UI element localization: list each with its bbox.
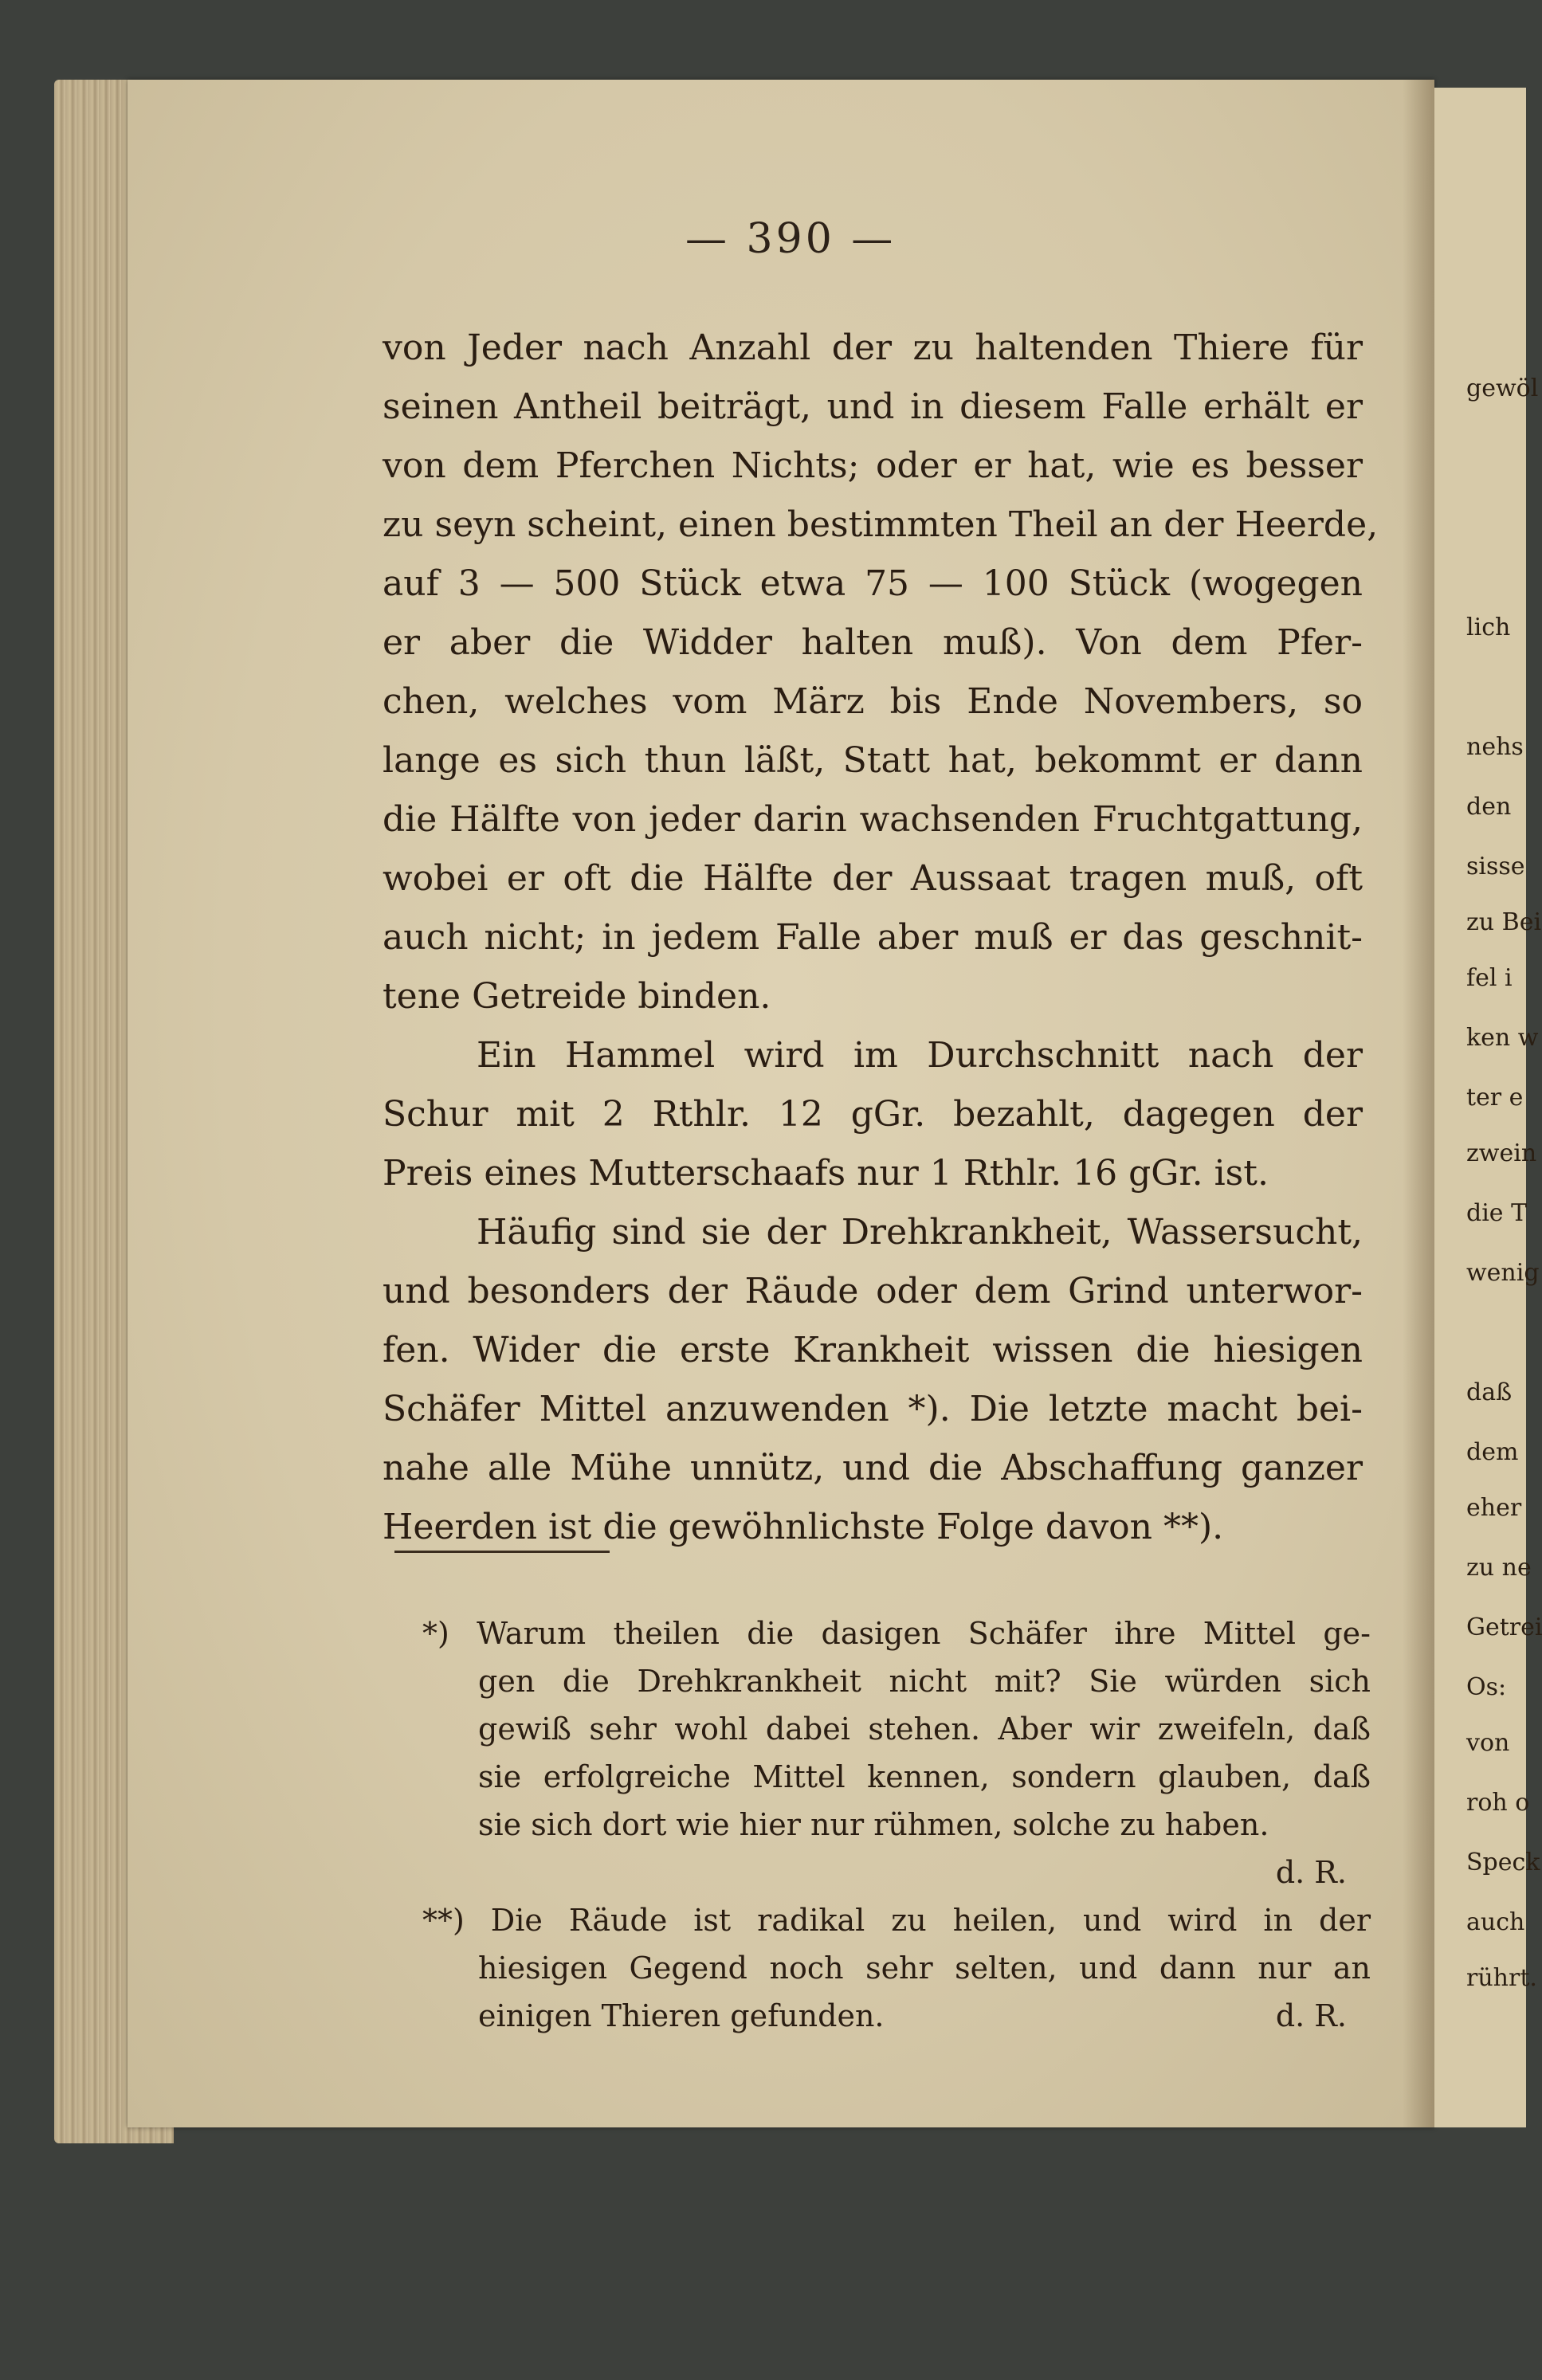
footnote-line [422,1992,1371,2040]
text-line: die Hälfte von jeder darin wachsenden Fruchtgattung, [383,799,1363,840]
text-line: wobei er oft die Hälfte der Aussaat tragen muß, oft [383,858,1363,899]
footnote-line: sie sich dort wie hier nur rühmen, solche zu haben. [478,1807,1269,1842]
footnote-signature: d. R. [1275,1855,1347,1890]
footnote-line: sie erfolgreiche Mittel kennen, sondern glauben, daß [478,1759,1371,1794]
facing-line: fel i [1466,964,1513,992]
facing-line: wenig [1466,1259,1540,1287]
text-line: Häufig sind sie der Drehkrankheit, Wassersucht, [477,1212,1363,1253]
facing-line: nehs [1466,733,1524,761]
facing-line: die T [1466,1199,1528,1227]
text-line: Schäfer Mittel anzuwenden *). Die letzte macht bei- [383,1389,1363,1429]
page-number: — 390 — [685,215,897,263]
text-line: chen, welches vom März bis Ende Novembers, so [383,681,1363,722]
footnotes [422,1610,1371,2040]
book-gutter [1403,80,1434,2127]
text-line: Schur mit 2 Rthlr. 12 gGr. bezahlt, dagegen der [383,1094,1363,1135]
facing-line: gewöl [1466,374,1539,402]
facing-line: roh o [1466,1789,1530,1817]
text-line: Preis eines Mutterschaafs nur 1 Rthlr. 16 gGr. ist. [383,1153,1269,1194]
footnote-line: gen die Drehkrankheit nicht mit? Sie würden sich [478,1664,1371,1699]
facing-line: eher [1466,1494,1522,1522]
facing-line: den [1466,793,1512,821]
text-line: seinen Antheil beiträgt, und in diesem Falle erhält er [383,386,1363,427]
facing-line: Getrei [1466,1613,1542,1641]
text-line: zu seyn scheint, einen bestimmten Theil an der Heerde, [383,504,1379,545]
text-line: Heerden ist die gewöhnlichste Folge davon **). [383,1507,1224,1547]
body-text [383,319,1379,1557]
facing-line: rührt. [1466,1964,1537,1992]
facing-line: daß [1466,1378,1513,1406]
footnote-divider [394,1551,610,1553]
footnote-2 [422,1896,1371,2040]
facing-page-fragment [1434,88,1542,2127]
text-line: nahe alle Mühe unnütz, und die Abschaffung ganzer [383,1448,1363,1488]
facing-line: ter e [1466,1084,1524,1112]
facing-line: zu Bei [1466,908,1542,936]
facing-line: zwein [1466,1139,1537,1167]
text-line: fen. Wider die erste Krankheit wissen die hiesigen [383,1330,1363,1370]
facing-line: zu ne [1466,1554,1532,1582]
text-line: von Jeder nach Anzahl der zu haltenden Thiere für [383,327,1363,368]
text-line: tene Getreide binden. [383,976,771,1017]
facing-line: Os: [1466,1673,1507,1701]
facing-line: dem [1466,1438,1519,1466]
footnote-text: einigen Thieren gefunden. [478,1998,885,2033]
facing-line: lich [1466,614,1511,641]
text-line: lange es sich thun läßt, Statt hat, bekommt er dann [383,740,1363,781]
facing-line: Speck [1466,1849,1540,1876]
footnote-1 [422,1610,1371,1896]
facing-line: sisse [1466,853,1525,880]
footnote-signature: d. R. [1275,1998,1347,2033]
footnote-line: hiesigen Gegend noch sehr selten, und dann nur an [478,1951,1371,1986]
text-line: von dem Pferchen Nichts; oder er hat, wie es besser [383,445,1363,486]
text-line: und besonders der Räude oder dem Grind unterwor- [383,1271,1363,1312]
footnote-line: **) Die Räude ist radikal zu heilen, und wird in der [422,1903,1371,1938]
facing-line: ken w [1466,1024,1539,1052]
text-line: auf 3 — 500 Stück etwa 75 — 100 Stück (wogegen [383,563,1363,604]
facing-line: von [1466,1729,1510,1757]
footnote-line: gewiß sehr wohl dabei stehen. Aber wir zweifeln, daß [478,1711,1371,1747]
text-line: auch nicht; in jedem Falle aber muß er das geschnit- [383,917,1363,958]
footnote-line: *) Warum theilen die dasigen Schäfer ihre Mittel ge- [422,1616,1371,1651]
facing-line: auch [1466,1908,1525,1936]
text-line: er aber die Widder halten muß). Von dem Pfer- [383,622,1363,663]
text-line: Ein Hammel wird im Durchschnitt nach der [477,1035,1363,1076]
